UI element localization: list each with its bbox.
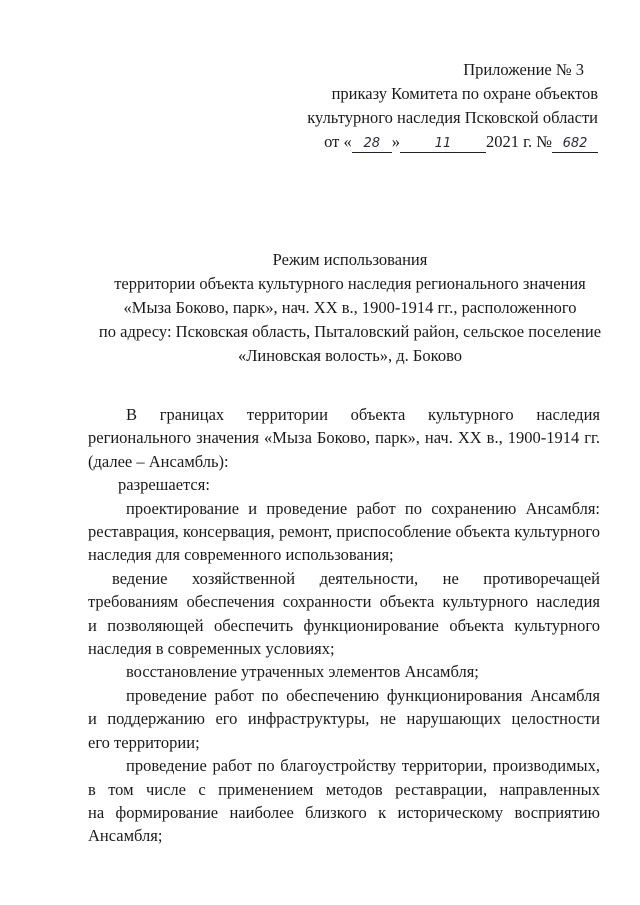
paragraph-functioning-line-1: проведение работ по обеспечению функционирования Ансамбля xyxy=(126,685,600,705)
paragraph-intro xyxy=(88,403,600,473)
paragraph-landscaping-line-4: Ансамбля; xyxy=(88,826,163,846)
order-number: 682 xyxy=(552,136,598,153)
paragraph-intro-line-1: В границах территории объекта культурного наследия xyxy=(126,405,600,424)
paragraph-design-works-line-3: наследия для современного использования; xyxy=(88,545,394,565)
date-prefix: от « xyxy=(324,132,352,151)
paragraph-intro-line-2: регионального значения «Мыза Боково, парк», нач. XX в., 1900-1914 гг. xyxy=(88,428,600,448)
title-line-2: территории объекта культурного наследия регионального значения xyxy=(114,274,586,293)
date-year: 2021 г. № xyxy=(485,132,552,151)
paragraph-design-works-line-1: проектирование и проведение работ по сохранению Ансамбля: xyxy=(126,498,600,518)
paragraph-allowed-line: разрешается: xyxy=(118,475,210,495)
appendix-order-line: приказу Комитета по охране объектов xyxy=(331,84,598,103)
paragraph-landscaping xyxy=(88,754,600,848)
paragraph-design-works-line-2: реставрация, консервация, ремонт, приспособление объекта культурного xyxy=(88,522,600,542)
appendix-header xyxy=(298,58,598,154)
paragraph-functioning xyxy=(88,684,600,754)
paragraph-economic-activity-line-4: наследия в современных условиях; xyxy=(88,639,335,659)
appendix-committee-line: культурного наследия Псковской области xyxy=(307,108,598,127)
paragraph-restoration-line: восстановление утраченных элементов Ансамбля; xyxy=(126,662,479,682)
paragraph-intro-line-3: (далее – Ансамбль): xyxy=(88,451,229,471)
paragraph-functioning-line-3: его территории; xyxy=(88,732,200,752)
paragraph-economic-activity-line-3: и позволяющей обеспечить функционирование объекта культурного xyxy=(88,615,600,635)
paragraph-functioning-line-2: и поддержанию его инфраструктуры, не нарушающих целостности xyxy=(88,709,600,729)
document-title xyxy=(70,248,630,368)
date-mid: » xyxy=(391,132,400,151)
date-day: 28 xyxy=(352,136,392,153)
paragraph-landscaping-line-1: проведение работ по благоустройству территории, производимых, xyxy=(126,756,600,776)
paragraph-landscaping-line-2: в том числе с применением методов реставрации, направленных xyxy=(88,779,600,799)
title-line-1: Режим использования xyxy=(272,250,428,269)
paragraph-design-works xyxy=(88,497,600,567)
document-body xyxy=(88,403,600,848)
appendix-number: Приложение № 3 xyxy=(463,60,584,79)
order-date-line xyxy=(298,130,598,154)
date-month: 11 xyxy=(400,136,486,153)
paragraph-economic-activity-line-1: ведение хозяйственной деятельности, не противоречащей xyxy=(112,568,600,588)
paragraph-allowed xyxy=(88,473,600,496)
paragraph-economic-activity-line-2: требованиям обеспечения сохранности объекта культурного наследия xyxy=(88,592,600,612)
title-line-3: «Мыза Боково, парк», нач. XX в., 1900-1914 гг., расположенного xyxy=(123,298,577,317)
paragraph-restoration xyxy=(88,660,600,683)
title-line-5: «Линовская волость», д. Боково xyxy=(237,346,463,365)
paragraph-landscaping-line-3: на формирование наиболее близкого к историческому восприятию xyxy=(88,802,600,822)
paragraph-economic-activity xyxy=(88,567,600,661)
title-line-4: по адресу: Псковская область, Пыталовский район, сельское поселение xyxy=(98,322,602,341)
